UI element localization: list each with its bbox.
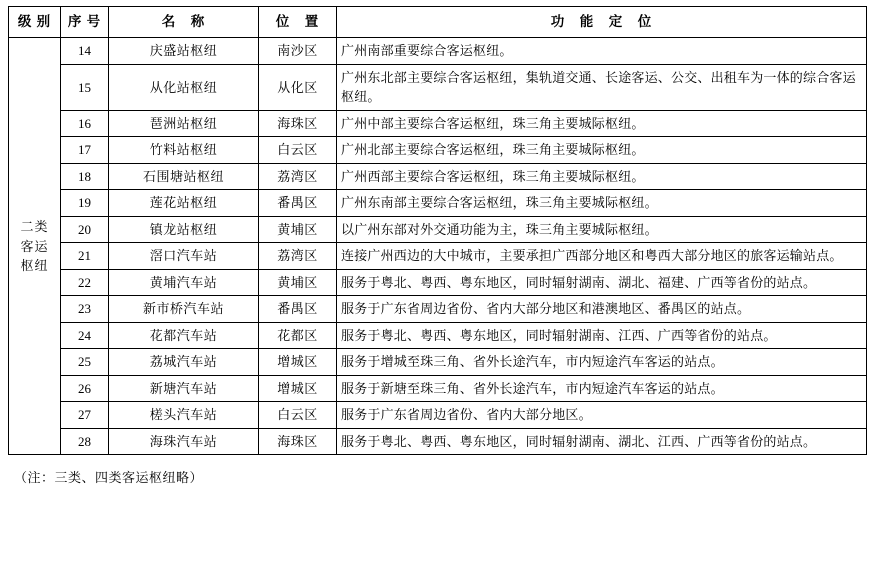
row-location: 荔湾区 [259, 163, 337, 190]
row-index: 27 [61, 402, 109, 429]
table-row [9, 110, 867, 137]
row-index: 19 [61, 190, 109, 217]
row-function: 广州东南部主要综合客运枢纽，珠三角主要城际枢纽。 [337, 190, 867, 217]
row-name: 荔城汽车站 [109, 349, 259, 376]
row-name: 莲花站枢纽 [109, 190, 259, 217]
row-location: 黄埔区 [259, 269, 337, 296]
row-location: 白云区 [259, 137, 337, 164]
table-row [9, 349, 867, 376]
row-name: 海珠汽车站 [109, 428, 259, 455]
table-row [9, 296, 867, 323]
row-name: 新塘汽车站 [109, 375, 259, 402]
row-function: 服务于粤北、粤西、粤东地区，同时辐射湖南、江西、广西等省份的站点。 [337, 322, 867, 349]
table-row [9, 428, 867, 455]
row-name: 镇龙站枢纽 [109, 216, 259, 243]
row-function: 连接广州西边的大中城市，主要承担广西部分地区和粤西大部分地区的旅客运输站点。 [337, 243, 867, 270]
table-body [9, 38, 867, 455]
row-function: 服务于新塘至珠三角、省外长途汽车，市内短途汽车客运的站点。 [337, 375, 867, 402]
table-row [9, 243, 867, 270]
row-index: 17 [61, 137, 109, 164]
row-function: 服务于粤北、粤西、粤东地区，同时辐射湖南、湖北、福建、广西等省份的站点。 [337, 269, 867, 296]
table-note: （注：三类、四类客运枢纽略） [14, 470, 204, 486]
row-index: 14 [61, 38, 109, 65]
level-label-line-3: 枢纽 [20, 258, 49, 273]
level-label-line-2: 客运 [20, 238, 49, 254]
row-name: 新市桥汽车站 [109, 296, 259, 323]
row-location: 黄埔区 [259, 216, 337, 243]
level-cell [9, 38, 61, 455]
header-row [9, 7, 867, 38]
row-name: 槎头汽车站 [109, 402, 259, 429]
header-location: 位 置 [259, 7, 337, 38]
table-row [9, 375, 867, 402]
row-function: 服务于广东省周边省份、省内大部分地区和港澳地区、番禺区的站点。 [337, 296, 867, 323]
row-location: 从化区 [259, 64, 337, 110]
row-name: 石围塘站枢纽 [109, 163, 259, 190]
row-index: 24 [61, 322, 109, 349]
row-location: 番禺区 [259, 190, 337, 217]
row-index: 22 [61, 269, 109, 296]
row-location: 南沙区 [259, 38, 337, 65]
row-function: 广州东北部主要综合客运枢纽，集轨道交通、长途客运、公交、出租车为一体的综合客运枢纽。 [337, 64, 867, 110]
row-index: 23 [61, 296, 109, 323]
header-function: 功 能 定 位 [337, 7, 867, 38]
table-row [9, 163, 867, 190]
level-label [13, 217, 56, 276]
row-name: 黄埔汽车站 [109, 269, 259, 296]
row-index: 15 [61, 64, 109, 110]
row-function: 以广州东部对外交通功能为主，珠三角主要城际枢纽。 [337, 216, 867, 243]
row-function: 广州北部主要综合客运枢纽，珠三角主要城际枢纽。 [337, 137, 867, 164]
row-index: 25 [61, 349, 109, 376]
row-location: 海珠区 [259, 428, 337, 455]
level-label-line-1: 二类 [20, 219, 49, 234]
table-row [9, 64, 867, 110]
row-function: 服务于粤北、粤西、粤东地区，同时辐射湖南、湖北、江西、广西等省份的站点。 [337, 428, 867, 455]
row-index: 28 [61, 428, 109, 455]
row-location: 增城区 [259, 349, 337, 376]
row-function: 广州西部主要综合客运枢纽，珠三角主要城际枢纽。 [337, 163, 867, 190]
row-location: 增城区 [259, 375, 337, 402]
table-row [9, 137, 867, 164]
row-index: 16 [61, 110, 109, 137]
row-name: 庆盛站枢纽 [109, 38, 259, 65]
header-level: 级 别 [9, 7, 61, 38]
table-row [9, 190, 867, 217]
row-name: 琶洲站枢纽 [109, 110, 259, 137]
row-name: 从化站枢纽 [109, 64, 259, 110]
table-header [9, 7, 867, 38]
row-location: 番禺区 [259, 296, 337, 323]
row-name: 竹料站枢纽 [109, 137, 259, 164]
row-function: 服务于增城至珠三角、省外长途汽车，市内短途汽车客运的站点。 [337, 349, 867, 376]
table-row [9, 38, 867, 65]
table-row [9, 402, 867, 429]
row-name: 滘口汽车站 [109, 243, 259, 270]
row-location: 花都区 [259, 322, 337, 349]
row-index: 26 [61, 375, 109, 402]
row-index: 20 [61, 216, 109, 243]
header-name: 名 称 [109, 7, 259, 38]
passenger-hub-table [8, 6, 867, 455]
row-index: 21 [61, 243, 109, 270]
table-row [9, 216, 867, 243]
row-index: 18 [61, 163, 109, 190]
row-function: 广州南部重要综合客运枢纽。 [337, 38, 867, 65]
row-function: 服务于广东省周边省份、省内大部分地区。 [337, 402, 867, 429]
table-row [9, 322, 867, 349]
header-index: 序 号 [61, 7, 109, 38]
table-row [9, 269, 867, 296]
row-function: 广州中部主要综合客运枢纽，珠三角主要城际枢纽。 [337, 110, 867, 137]
row-name: 花都汽车站 [109, 322, 259, 349]
row-location: 海珠区 [259, 110, 337, 137]
row-location: 荔湾区 [259, 243, 337, 270]
row-location: 白云区 [259, 402, 337, 429]
